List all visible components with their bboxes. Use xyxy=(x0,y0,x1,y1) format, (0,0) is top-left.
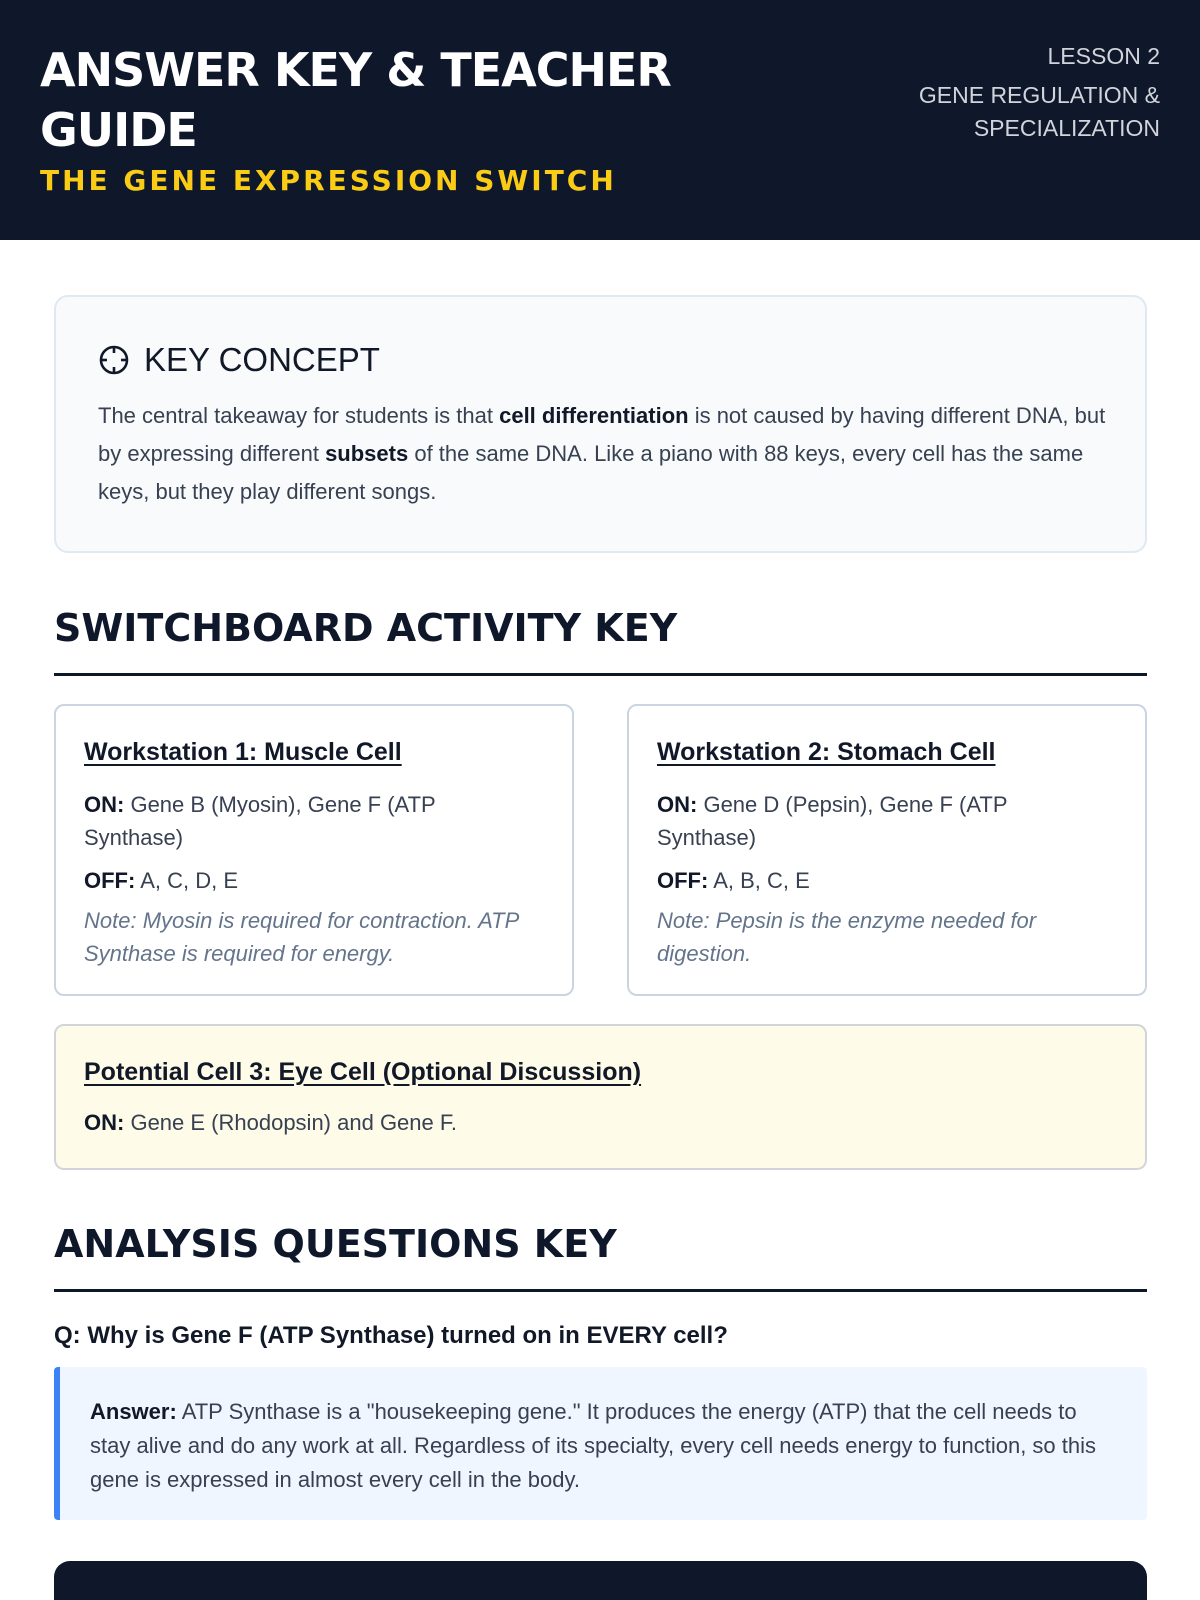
concept-text-part: of the same DNA. Like a piano with 88 keys, every cell has the same keys, but they play different songs. xyxy=(98,441,1084,504)
genes-on xyxy=(657,788,1097,854)
genes-on xyxy=(84,1106,1084,1139)
optional-cell-card xyxy=(54,1024,1147,1170)
genes-off xyxy=(657,864,810,897)
workstation-title: Workstation 1: Muscle Cell xyxy=(84,738,402,766)
concept-bold-term: cell differentiation xyxy=(499,403,689,428)
workstation-card xyxy=(627,704,1147,996)
genes-on-value: Gene E (Rhodopsin) and Gene F. xyxy=(130,1110,457,1135)
crosshair-icon xyxy=(98,344,130,376)
answer-label: Answer: xyxy=(90,1399,177,1424)
concept-bold-term: subsets xyxy=(325,441,409,466)
workstation-card xyxy=(54,704,574,996)
lesson-number: LESSON 2 xyxy=(1047,43,1160,69)
page-header xyxy=(0,0,1200,240)
genes-off-value: A, C, D, E xyxy=(140,868,239,893)
workstation-note: Note: Myosin is required for contraction. ATP Synthase is required for energy. xyxy=(84,908,519,966)
on-label: ON: xyxy=(84,1110,125,1135)
key-concept-text xyxy=(98,397,1110,511)
switchboard-section-title: SWITCHBOARD ACTIVITY KEY xyxy=(54,606,1147,676)
genes-off-value: A, B, C, E xyxy=(713,868,810,893)
key-concept-header xyxy=(98,341,380,379)
answer-text xyxy=(90,1395,1120,1497)
off-label: OFF: xyxy=(84,868,136,893)
on-label: ON: xyxy=(657,792,698,817)
page-title: ANSWER KEY & TEACHER GUIDE xyxy=(40,43,671,157)
key-concept-title: KEY CONCEPT xyxy=(144,341,380,378)
genes-on-value: Gene B (Myosin), Gene F (ATP Synthase) xyxy=(84,792,436,850)
genes-off xyxy=(84,864,238,897)
optional-cell-title: Potential Cell 3: Eye Cell (Optional Discussion) xyxy=(84,1058,642,1086)
lesson-topic: GENE REGULATION & SPECIALIZATION xyxy=(918,82,1160,141)
answer-box xyxy=(54,1367,1147,1520)
genes-on-value: Gene D (Pepsin), Gene F (ATP Synthase) xyxy=(657,792,1008,850)
off-label: OFF: xyxy=(657,868,709,893)
footer-banner xyxy=(54,1561,1147,1600)
lesson-info xyxy=(880,40,1160,145)
page-subtitle: THE GENE EXPRESSION SWITCH xyxy=(40,164,617,197)
genes-on xyxy=(84,788,524,854)
answer-body: ATP Synthase is a "housekeeping gene." It produces the energy (ATP) that the cell needs to stay alive and do any work at all. Regardless of its specialty, every cell needs energy to function, so this gene is expressed in almost every cell in the body. xyxy=(90,1399,1096,1492)
workstation-note: Note: Pepsin is the enzyme needed for digestion. xyxy=(657,908,1037,966)
concept-text-part: The central takeaway for students is that xyxy=(98,403,500,428)
key-concept-box xyxy=(54,295,1147,553)
analysis-question: Q: Why is Gene F (ATP Synthase) turned on in EVERY cell? xyxy=(54,1322,728,1349)
on-label: ON: xyxy=(84,792,125,817)
workstation-title: Workstation 2: Stomach Cell xyxy=(657,738,996,766)
concept-text-part: is not caused by having different DNA, but by expressing different xyxy=(98,403,1106,466)
analysis-section-title: ANALYSIS QUESTIONS KEY xyxy=(54,1222,1147,1292)
